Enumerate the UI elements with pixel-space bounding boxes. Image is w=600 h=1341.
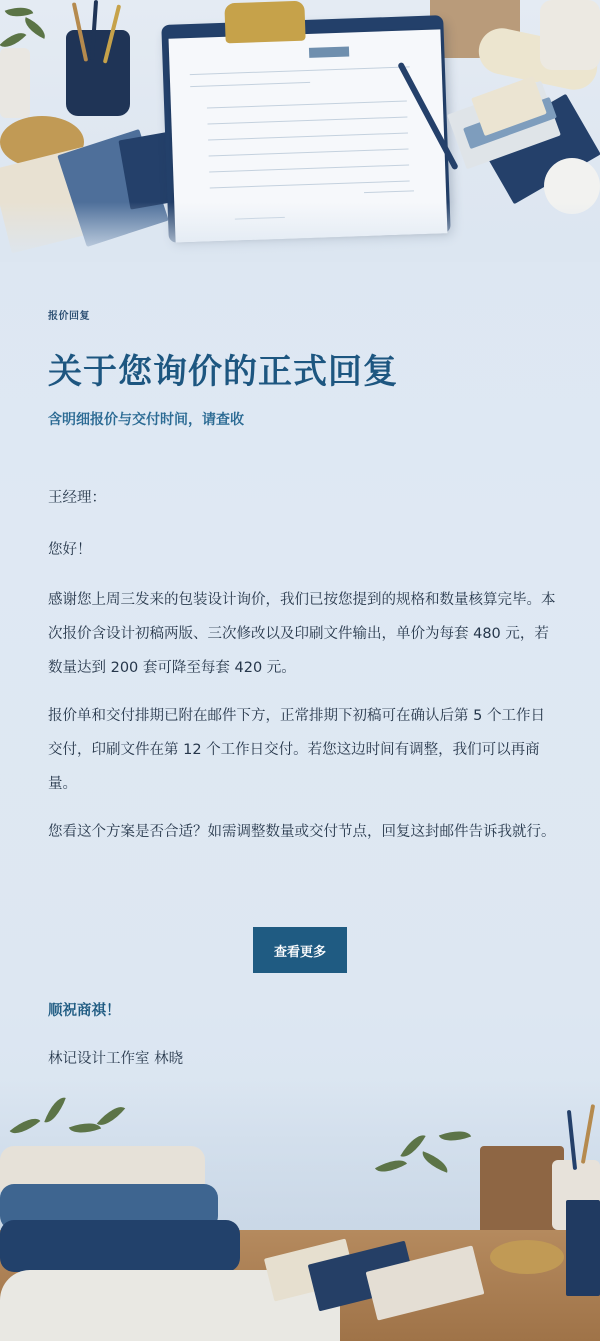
fabric-roll-decor [540,0,600,70]
body-paragraph: 报价单和交付排期已附在邮件下方，正常排期下初稿可在确认后第 5 个工作日交付，印刷文件在第 12 个工作日交付。若您这边时间有调整，我们可以再商量。 [48,708,545,792]
body-paragraph: 感谢您上周三发来的包装设计询价，我们已按您提到的规格和数量核算完毕。本次报价含设计初稿两版、三次修改以及印刷文件输出，单价为每套 480 元，若数量达到 200 套可降至每套 420 元。 [48,592,556,676]
hero-image [0,0,600,262]
signature: 林记设计工作室 林晓 [48,1051,184,1067]
salutation: 王经理： [48,490,106,506]
view-more-button[interactable]: 查看更多 [253,927,347,973]
page-title: 关于您询价的正式回复 [48,352,398,392]
brass-dish-decor [490,1240,564,1274]
body-paragraph: 您看这个方案是否合适？如需调整数量或交付节点，回复这封邮件告诉我就行。 [48,824,556,840]
footer-image [0,1080,600,1341]
greeting-line: 您好！ [48,542,92,558]
eyebrow-label: 报价回复 [48,311,90,322]
folded-navy-decor [0,1220,240,1272]
page-subtitle: 含明细报价与交付时间，请查收 [48,412,244,428]
closing-line: 顺祝商祺！ [48,1003,121,1019]
box-decor [566,1200,600,1296]
pen-cup-decor [66,30,130,116]
clipboard-clip-decor [224,1,305,44]
vase-decor [0,48,30,118]
